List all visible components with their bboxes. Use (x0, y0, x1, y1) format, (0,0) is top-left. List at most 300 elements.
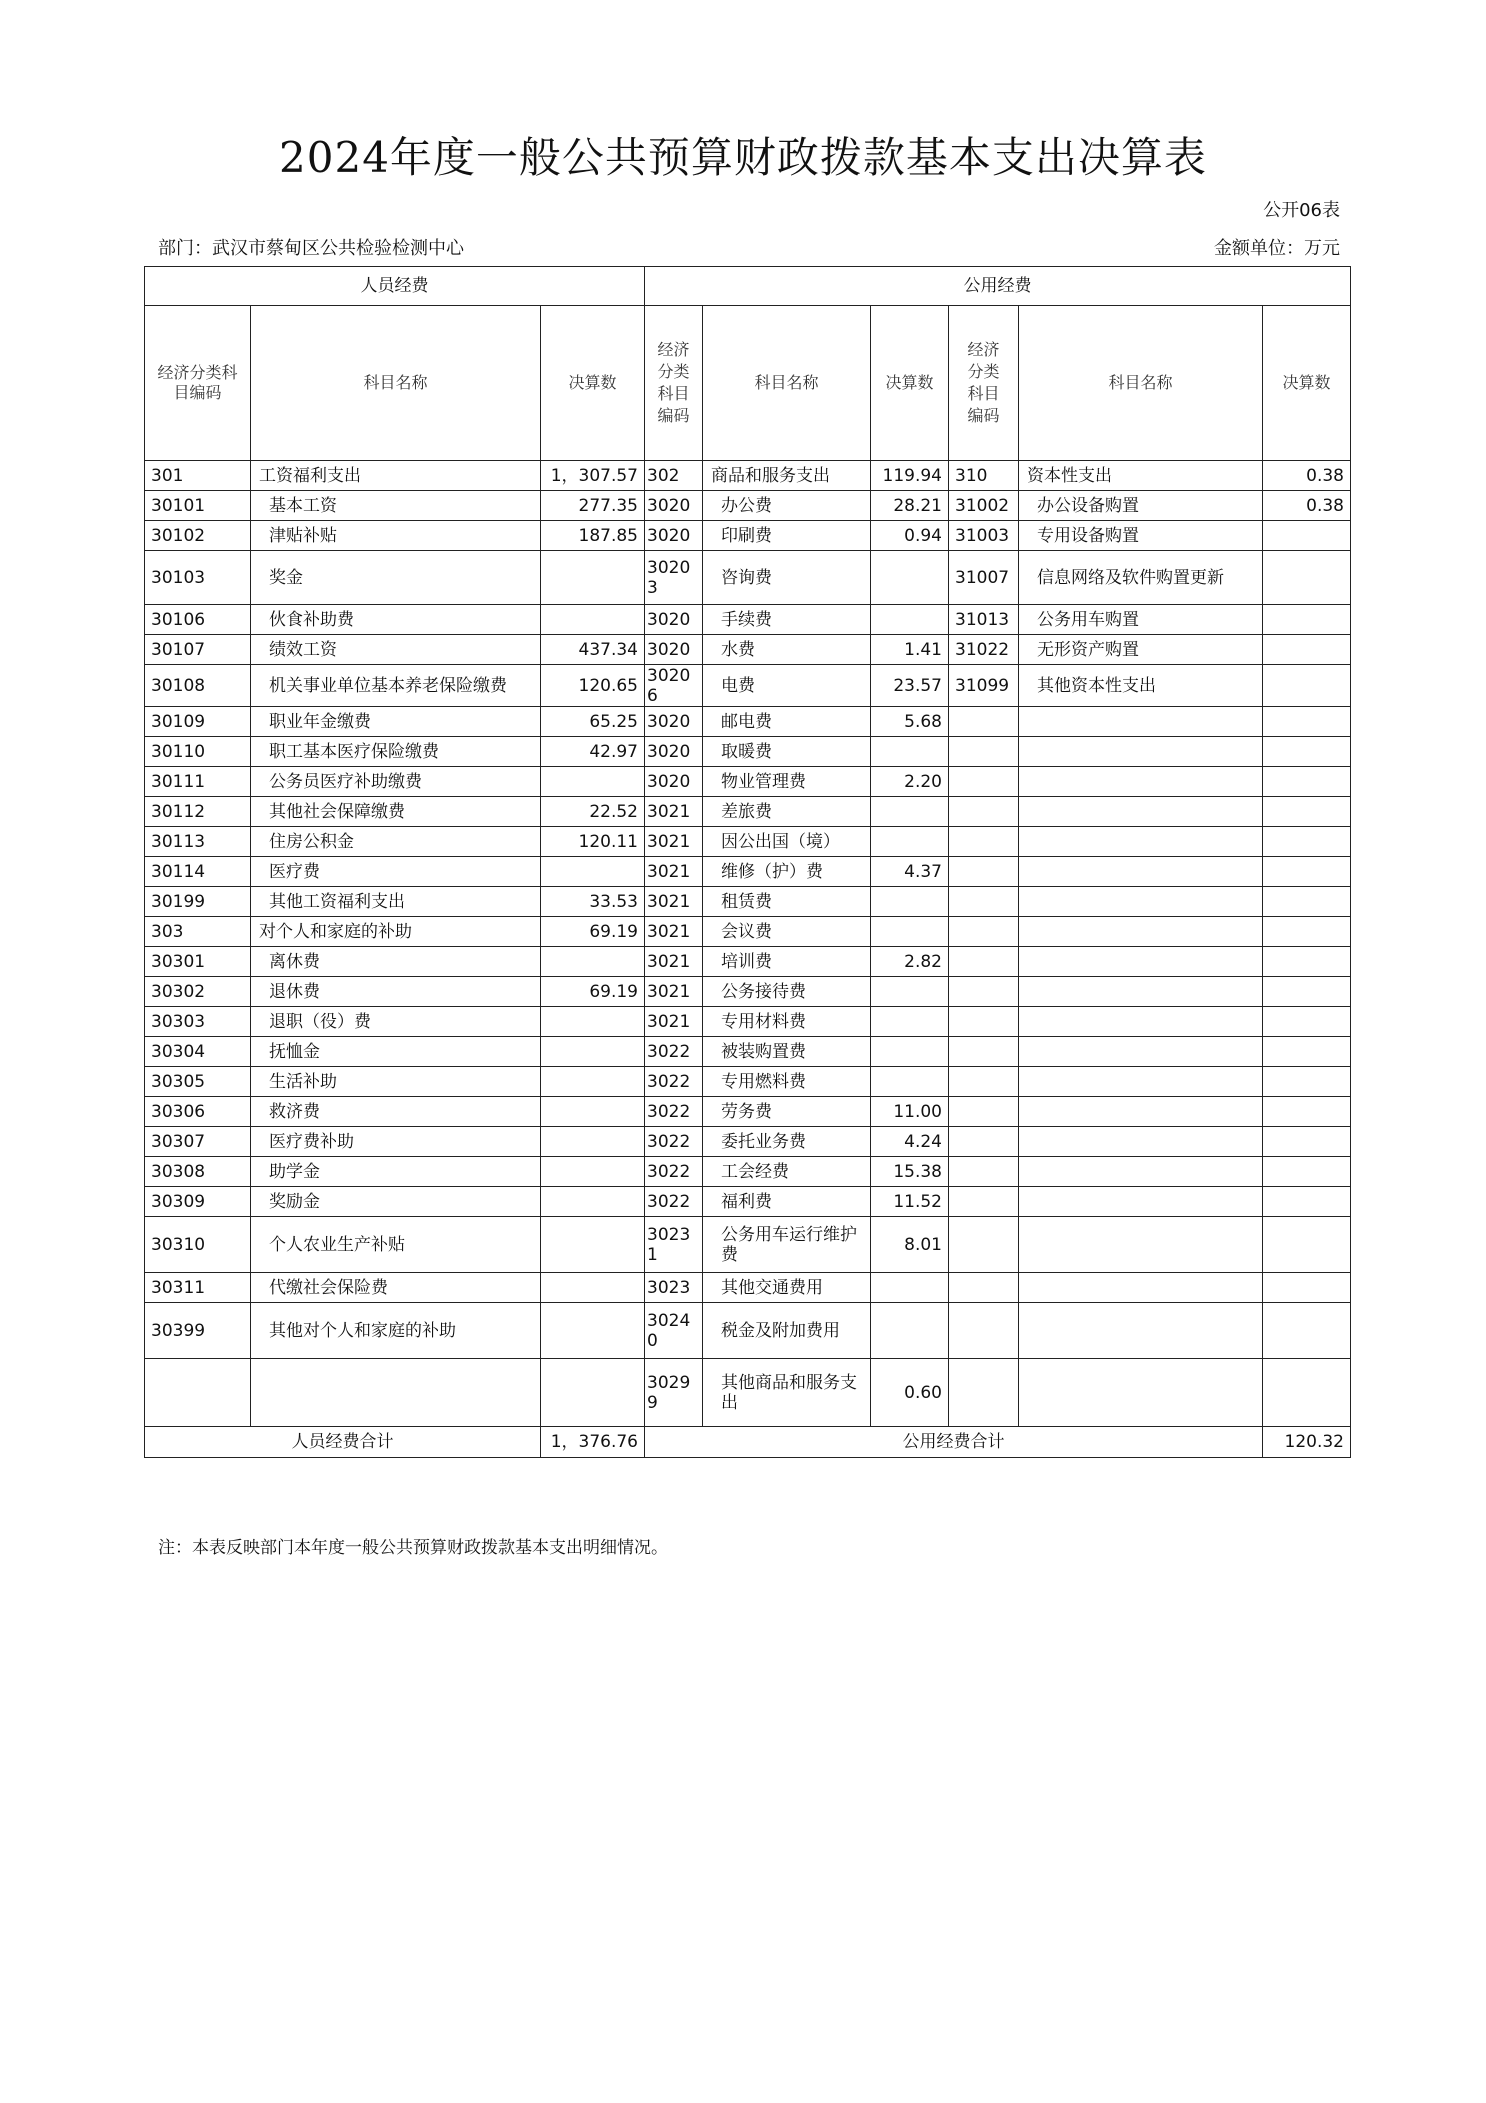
capital-amount: 0.38 (1263, 461, 1351, 491)
goods-item-name: 维修（护）费 (703, 857, 871, 887)
capital-amount (1263, 1187, 1351, 1217)
capital-code: 310 (949, 461, 1019, 491)
header-name: 科目名称 (251, 306, 541, 461)
table-row (145, 1007, 1351, 1037)
personnel-item-name: 伙食补助费 (251, 605, 541, 635)
footnote: 注：本表反映部门本年度一般公共预算财政拨款基本支出明细情况。 (158, 1538, 668, 1558)
capital-code: 31007 (949, 551, 1019, 605)
capital-item-name (1019, 947, 1263, 977)
capital-amount (1263, 1273, 1351, 1303)
goods-code: 3020 (645, 635, 703, 665)
capital-amount (1263, 1303, 1351, 1359)
personnel-amount (541, 1037, 645, 1067)
table-row (145, 887, 1351, 917)
personnel-amount (541, 947, 645, 977)
header-code (145, 306, 251, 461)
goods-item-name: 会议费 (703, 917, 871, 947)
capital-code: 31013 (949, 605, 1019, 635)
section-header-row (145, 267, 1351, 306)
table-row (145, 1217, 1351, 1273)
personnel-item-name: 助学金 (251, 1157, 541, 1187)
personnel-amount (541, 767, 645, 797)
capital-item-name (1019, 1037, 1263, 1067)
goods-code: 3021 (645, 797, 703, 827)
capital-amount (1263, 665, 1351, 707)
expenditure-table (144, 266, 1351, 1458)
personnel-code: 30103 (145, 551, 251, 605)
personnel-amount: 65.25 (541, 707, 645, 737)
header-code (645, 306, 703, 461)
personnel-amount (541, 605, 645, 635)
personnel-code: 30309 (145, 1187, 251, 1217)
header-amount: 决算数 (541, 306, 645, 461)
capital-code (949, 1097, 1019, 1127)
personnel-code: 303 (145, 917, 251, 947)
personnel-item-name: 津贴补贴 (251, 521, 541, 551)
capital-code (949, 767, 1019, 797)
goods-amount (871, 1067, 949, 1097)
personnel-amount (541, 1273, 645, 1303)
goods-item-name: 其他交通费用 (703, 1273, 871, 1303)
section-public: 公用经费 (645, 267, 1351, 306)
table-row (145, 917, 1351, 947)
goods-code: 3023 (645, 1273, 703, 1303)
personnel-item-name: 对个人和家庭的补助 (251, 917, 541, 947)
capital-amount (1263, 797, 1351, 827)
table-row (145, 665, 1351, 707)
public-total-amount: 120.32 (1263, 1427, 1351, 1458)
capital-code (949, 1037, 1019, 1067)
capital-item-name (1019, 1273, 1263, 1303)
capital-item-name: 其他资本性支出 (1019, 665, 1263, 707)
goods-item-name: 公务接待费 (703, 977, 871, 1007)
header-code-text: 经济分类科目编码 (967, 340, 1000, 425)
capital-amount (1263, 551, 1351, 605)
personnel-amount (541, 1067, 645, 1097)
capital-code: 31022 (949, 635, 1019, 665)
goods-code: 30240 (645, 1303, 703, 1359)
goods-code: 3020 (645, 707, 703, 737)
capital-amount (1263, 1217, 1351, 1273)
section-personnel: 人员经费 (145, 267, 645, 306)
capital-item-name (1019, 1067, 1263, 1097)
personnel-item-name: 医疗费 (251, 857, 541, 887)
goods-amount: 1.41 (871, 635, 949, 665)
capital-code (949, 1007, 1019, 1037)
capital-amount (1263, 1037, 1351, 1067)
capital-amount (1263, 1067, 1351, 1097)
goods-item-name: 因公出国（境） (703, 827, 871, 857)
personnel-amount: 22.52 (541, 797, 645, 827)
goods-amount: 11.52 (871, 1187, 949, 1217)
goods-item-name: 水费 (703, 635, 871, 665)
capital-amount: 0.38 (1263, 491, 1351, 521)
goods-amount: 23.57 (871, 665, 949, 707)
personnel-code: 30101 (145, 491, 251, 521)
personnel-amount (541, 1157, 645, 1187)
goods-amount (871, 887, 949, 917)
capital-code (949, 1067, 1019, 1097)
capital-item-name (1019, 737, 1263, 767)
personnel-code: 30310 (145, 1217, 251, 1273)
goods-item-name: 印刷费 (703, 521, 871, 551)
table-row (145, 1157, 1351, 1187)
personnel-amount (541, 1097, 645, 1127)
capital-code: 31099 (949, 665, 1019, 707)
capital-amount (1263, 1097, 1351, 1127)
goods-code: 302 (645, 461, 703, 491)
personnel-code: 30302 (145, 977, 251, 1007)
personnel-amount: 437.34 (541, 635, 645, 665)
capital-item-name (1019, 1187, 1263, 1217)
goods-item-name: 福利费 (703, 1187, 871, 1217)
column-header-row (145, 306, 1351, 461)
table-row (145, 1303, 1351, 1359)
personnel-code: 30303 (145, 1007, 251, 1037)
personnel-total-amount: 1，376.76 (541, 1427, 645, 1458)
capital-item-name (1019, 1217, 1263, 1273)
personnel-amount: 120.65 (541, 665, 645, 707)
personnel-item-name: 退休费 (251, 977, 541, 1007)
personnel-code: 30306 (145, 1097, 251, 1127)
capital-item-name: 资本性支出 (1019, 461, 1263, 491)
goods-amount: 0.60 (871, 1359, 949, 1427)
public-total-label: 公用经费合计 (645, 1427, 1263, 1458)
table-row (145, 635, 1351, 665)
capital-item-name (1019, 1097, 1263, 1127)
goods-amount: 119.94 (871, 461, 949, 491)
capital-amount (1263, 977, 1351, 1007)
capital-item-name (1019, 977, 1263, 1007)
goods-amount: 28.21 (871, 491, 949, 521)
goods-amount: 15.38 (871, 1157, 949, 1187)
goods-code: 3022 (645, 1067, 703, 1097)
capital-amount (1263, 605, 1351, 635)
goods-amount (871, 1037, 949, 1067)
goods-code: 3021 (645, 977, 703, 1007)
table-row (145, 827, 1351, 857)
goods-code: 30231 (645, 1217, 703, 1273)
goods-item-name: 劳务费 (703, 1097, 871, 1127)
goods-item-name: 物业管理费 (703, 767, 871, 797)
goods-code: 30299 (645, 1359, 703, 1427)
table-row (145, 1067, 1351, 1097)
goods-amount: 5.68 (871, 707, 949, 737)
personnel-code: 30114 (145, 857, 251, 887)
goods-item-name: 差旅费 (703, 797, 871, 827)
table-row (145, 767, 1351, 797)
personnel-code: 30113 (145, 827, 251, 857)
goods-item-name: 被装购置费 (703, 1037, 871, 1067)
personnel-code: 30399 (145, 1303, 251, 1359)
personnel-item-name: 基本工资 (251, 491, 541, 521)
goods-code: 3022 (645, 1187, 703, 1217)
goods-code: 3020 (645, 767, 703, 797)
capital-item-name (1019, 1157, 1263, 1187)
goods-code: 3021 (645, 947, 703, 977)
personnel-item-name: 职工基本医疗保险缴费 (251, 737, 541, 767)
table-row (145, 797, 1351, 827)
capital-amount (1263, 1007, 1351, 1037)
header-code (949, 306, 1019, 461)
capital-code: 31002 (949, 491, 1019, 521)
personnel-code: 30110 (145, 737, 251, 767)
capital-code (949, 947, 1019, 977)
personnel-code: 30107 (145, 635, 251, 665)
goods-code: 3021 (645, 1007, 703, 1037)
capital-code (949, 827, 1019, 857)
goods-code: 3021 (645, 887, 703, 917)
capital-amount (1263, 947, 1351, 977)
capital-code (949, 1273, 1019, 1303)
personnel-total-label: 人员经费合计 (145, 1427, 541, 1458)
goods-code: 30203 (645, 551, 703, 605)
personnel-amount (541, 1187, 645, 1217)
personnel-code: 30311 (145, 1273, 251, 1303)
header-code-text: 经济分类科目编码 (657, 340, 690, 425)
goods-item-name: 商品和服务支出 (703, 461, 871, 491)
personnel-code: 30112 (145, 797, 251, 827)
table-row (145, 1273, 1351, 1303)
capital-amount (1263, 737, 1351, 767)
personnel-code: 30102 (145, 521, 251, 551)
table-row (145, 947, 1351, 977)
personnel-amount: 277.35 (541, 491, 645, 521)
capital-code (949, 917, 1019, 947)
capital-code (949, 1187, 1019, 1217)
goods-code: 3022 (645, 1157, 703, 1187)
goods-amount (871, 1303, 949, 1359)
capital-amount (1263, 767, 1351, 797)
personnel-code: 30111 (145, 767, 251, 797)
capital-item-name (1019, 1007, 1263, 1037)
table-row (145, 1097, 1351, 1127)
personnel-amount (541, 551, 645, 605)
goods-item-name: 咨询费 (703, 551, 871, 605)
goods-item-name: 办公费 (703, 491, 871, 521)
capital-code: 31003 (949, 521, 1019, 551)
goods-item-name: 公务用车运行维护费 (703, 1217, 871, 1273)
capital-item-name (1019, 1359, 1263, 1427)
goods-item-name: 委托业务费 (703, 1127, 871, 1157)
personnel-amount: 120.11 (541, 827, 645, 857)
table-row (145, 605, 1351, 635)
capital-code (949, 797, 1019, 827)
capital-amount (1263, 887, 1351, 917)
goods-amount (871, 827, 949, 857)
capital-code (949, 1127, 1019, 1157)
capital-code (949, 737, 1019, 767)
personnel-code: 30199 (145, 887, 251, 917)
personnel-item-name: 绩效工资 (251, 635, 541, 665)
personnel-code: 30305 (145, 1067, 251, 1097)
personnel-amount (541, 1303, 645, 1359)
capital-amount (1263, 707, 1351, 737)
capital-code (949, 857, 1019, 887)
personnel-item-name: 离休费 (251, 947, 541, 977)
goods-amount: 0.94 (871, 521, 949, 551)
table-row (145, 1359, 1351, 1427)
capital-item-name: 专用设备购置 (1019, 521, 1263, 551)
capital-code (949, 1303, 1019, 1359)
table-row (145, 551, 1351, 605)
goods-amount (871, 605, 949, 635)
capital-item-name (1019, 1303, 1263, 1359)
header-code-text: 经济分类科目编码 (157, 363, 238, 402)
capital-item-name (1019, 827, 1263, 857)
goods-amount: 11.00 (871, 1097, 949, 1127)
table-row (145, 857, 1351, 887)
goods-amount: 4.37 (871, 857, 949, 887)
personnel-item-name: 抚恤金 (251, 1037, 541, 1067)
personnel-amount: 33.53 (541, 887, 645, 917)
goods-item-name: 邮电费 (703, 707, 871, 737)
personnel-code: 30301 (145, 947, 251, 977)
goods-item-name: 培训费 (703, 947, 871, 977)
personnel-item-name: 公务员医疗补助缴费 (251, 767, 541, 797)
goods-code: 3022 (645, 1037, 703, 1067)
goods-code: 3020 (645, 521, 703, 551)
table-number: 公开06表 (1263, 200, 1340, 221)
goods-code: 3020 (645, 737, 703, 767)
personnel-code: 30108 (145, 665, 251, 707)
capital-item-name (1019, 857, 1263, 887)
capital-code (949, 977, 1019, 1007)
goods-item-name: 税金及附加费用 (703, 1303, 871, 1359)
goods-item-name: 专用材料费 (703, 1007, 871, 1037)
unit-label: 金额单位：万元 (1214, 238, 1340, 259)
goods-amount (871, 1007, 949, 1037)
goods-code: 3020 (645, 491, 703, 521)
personnel-code: 30304 (145, 1037, 251, 1067)
personnel-amount (541, 1217, 645, 1273)
goods-amount (871, 1273, 949, 1303)
goods-code: 3021 (645, 827, 703, 857)
personnel-item-name: 奖励金 (251, 1187, 541, 1217)
personnel-item-name: 其他工资福利支出 (251, 887, 541, 917)
page-title: 2024年度一般公共预算财政拨款基本支出决算表 (279, 133, 1207, 182)
goods-code: 3022 (645, 1127, 703, 1157)
table-row (145, 1037, 1351, 1067)
capital-item-name (1019, 767, 1263, 797)
goods-amount (871, 917, 949, 947)
goods-amount (871, 551, 949, 605)
personnel-amount (541, 1127, 645, 1157)
goods-item-name: 其他商品和服务支出 (703, 1359, 871, 1427)
personnel-item-name: 职业年金缴费 (251, 707, 541, 737)
personnel-item-name: 医疗费补助 (251, 1127, 541, 1157)
personnel-code (145, 1359, 251, 1427)
department-label: 部门：武汉市蔡甸区公共检验检测中心 (158, 238, 464, 259)
personnel-code: 30106 (145, 605, 251, 635)
capital-item-name (1019, 1127, 1263, 1157)
capital-item-name: 信息网络及软件购置更新 (1019, 551, 1263, 605)
capital-amount (1263, 521, 1351, 551)
goods-item-name: 电费 (703, 665, 871, 707)
header-amount: 决算数 (871, 306, 949, 461)
header-name: 科目名称 (1019, 306, 1263, 461)
capital-item-name (1019, 707, 1263, 737)
goods-code: 3022 (645, 1097, 703, 1127)
table-row (145, 1127, 1351, 1157)
goods-amount (871, 977, 949, 1007)
goods-code: 3021 (645, 857, 703, 887)
personnel-amount: 1，307.57 (541, 461, 645, 491)
goods-code: 3020 (645, 605, 703, 635)
personnel-item-name: 其他社会保障缴费 (251, 797, 541, 827)
capital-amount (1263, 857, 1351, 887)
personnel-amount: 187.85 (541, 521, 645, 551)
personnel-amount: 42.97 (541, 737, 645, 767)
personnel-item-name: 其他对个人和家庭的补助 (251, 1303, 541, 1359)
goods-code: 3021 (645, 917, 703, 947)
goods-amount (871, 737, 949, 767)
table-row (145, 461, 1351, 491)
header-amount: 决算数 (1263, 306, 1351, 461)
goods-item-name: 取暖费 (703, 737, 871, 767)
header-name: 科目名称 (703, 306, 871, 461)
personnel-code: 30109 (145, 707, 251, 737)
goods-item-name: 租赁费 (703, 887, 871, 917)
capital-item-name: 公务用车购置 (1019, 605, 1263, 635)
goods-code: 30206 (645, 665, 703, 707)
personnel-item-name: 代缴社会保险费 (251, 1273, 541, 1303)
capital-code (949, 707, 1019, 737)
personnel-item-name: 奖金 (251, 551, 541, 605)
table-row (145, 1187, 1351, 1217)
table-row (145, 977, 1351, 1007)
goods-amount: 8.01 (871, 1217, 949, 1273)
personnel-amount: 69.19 (541, 977, 645, 1007)
personnel-item-name: 工资福利支出 (251, 461, 541, 491)
goods-amount: 4.24 (871, 1127, 949, 1157)
personnel-code: 30308 (145, 1157, 251, 1187)
capital-item-name: 办公设备购置 (1019, 491, 1263, 521)
capital-item-name: 无形资产购置 (1019, 635, 1263, 665)
personnel-item-name (251, 1359, 541, 1427)
personnel-item-name: 退职（役）费 (251, 1007, 541, 1037)
capital-item-name (1019, 887, 1263, 917)
capital-amount (1263, 917, 1351, 947)
personnel-amount (541, 1007, 645, 1037)
goods-item-name: 专用燃料费 (703, 1067, 871, 1097)
capital-item-name (1019, 917, 1263, 947)
personnel-item-name: 个人农业生产补贴 (251, 1217, 541, 1273)
personnel-amount (541, 1359, 645, 1427)
personnel-item-name: 救济费 (251, 1097, 541, 1127)
goods-item-name: 手续费 (703, 605, 871, 635)
personnel-code: 301 (145, 461, 251, 491)
capital-amount (1263, 635, 1351, 665)
personnel-amount (541, 857, 645, 887)
goods-item-name: 工会经费 (703, 1157, 871, 1187)
personnel-item-name: 机关事业单位基本养老保险缴费 (251, 665, 541, 707)
table-row (145, 737, 1351, 767)
goods-amount: 2.82 (871, 947, 949, 977)
capital-code (949, 887, 1019, 917)
capital-amount (1263, 1127, 1351, 1157)
table-row (145, 491, 1351, 521)
table-row (145, 707, 1351, 737)
personnel-item-name: 住房公积金 (251, 827, 541, 857)
capital-amount (1263, 827, 1351, 857)
capital-code (949, 1217, 1019, 1273)
capital-code (949, 1359, 1019, 1427)
capital-amount (1263, 1157, 1351, 1187)
personnel-item-name: 生活补助 (251, 1067, 541, 1097)
capital-amount (1263, 1359, 1351, 1427)
capital-code (949, 1157, 1019, 1187)
